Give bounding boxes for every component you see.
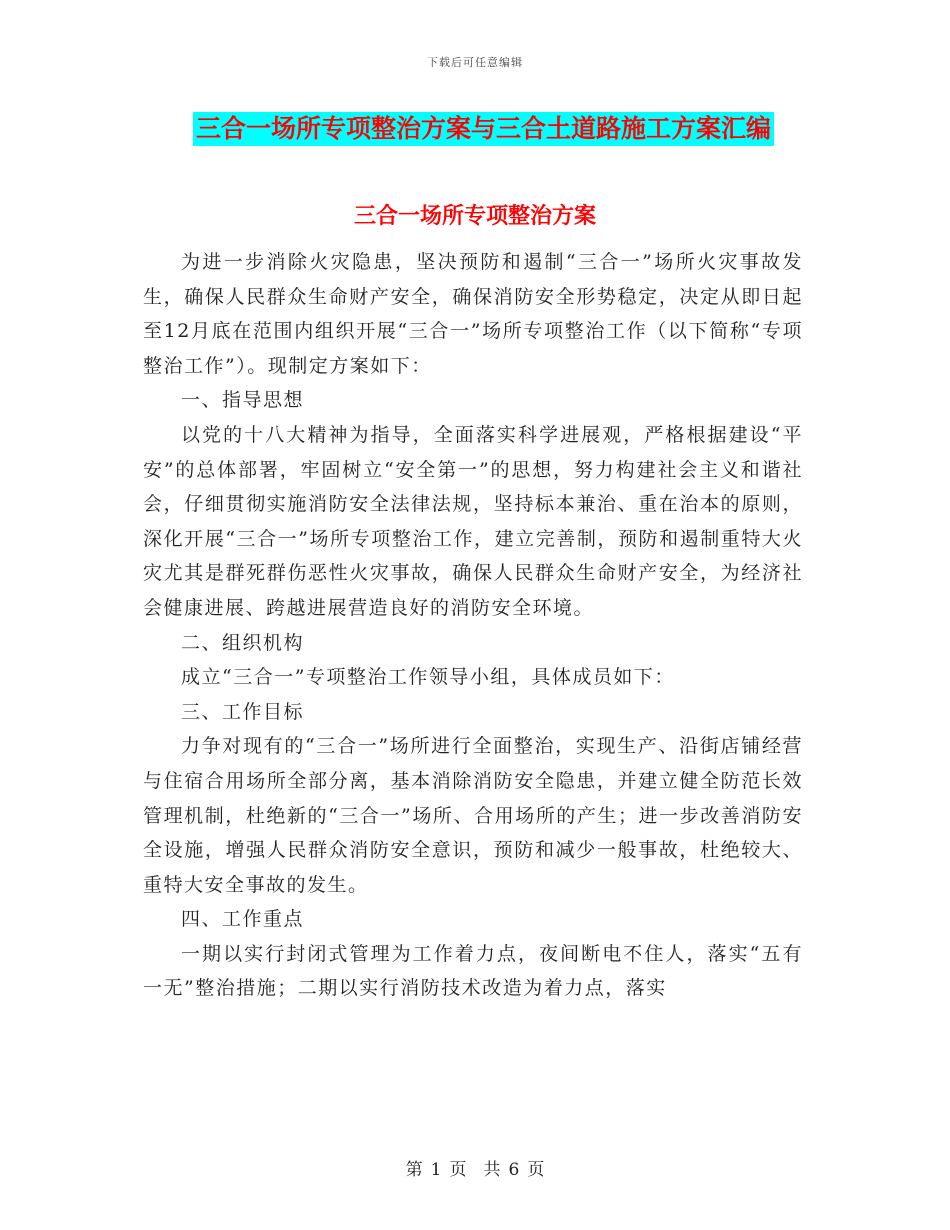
paragraph-work-goals: 力争对现有的“三合一”场所进行全面整治，实现生产、沿街店铺经营与住宿合用场所全部分离，基本消除消防安全隐患，并建立健全防范长效管理机制，杜绝新的“三合一”场所、合用场所的产生；进一步改善消防安全设施，增强人民群众消防安全意识，预防和减少一般事故，杜绝较大、重特大安全事故的发生。 — [143, 735, 803, 896]
document-body — [143, 245, 803, 1006]
section-title: 三合一场所专项整治方案 — [353, 203, 596, 229]
paragraph-work-focus: 一期以实行封闭式管理为工作着力点，夜间断电不住人，落实“五有一无”整治措施；二期以实行消防技术改造为着力点，落实 — [143, 942, 803, 1000]
footer-current-page: 1 — [430, 1160, 442, 1180]
heading-organization: 二、组织机构 — [181, 631, 305, 654]
paragraph-guiding-ideology: 以党的十八大精神为指导，全面落实科学进展观，严格根据建设“平安”的总体部署，牢固树立“安全第一”的思想，努力构建社会主义和谐社会，仔细贯彻实施消防安全法律法规，坚持标本兼治、重在治本的原则，深化开展“三合一”场所专项整治工作，建立完善制，预防和遏制重特大火灾尤其是群死群伤恶性火灾事故，确保人民群众生命财产安全，为经济社会健康进展、跨越进展营造良好的消防安全环境。 — [143, 423, 803, 619]
footer-middle: 页 共 — [449, 1160, 501, 1180]
paragraph-intro: 为进一步消除火灾隐患，坚决预防和遏制“三合一”场所火灾事故发生，确保人民群众生命财产安全，确保消防安全形势稳定，决定从即日起至12月底在范围内组织开展“三合一”场所专项整治工作（以下简称“专项整治工作”）。现制定方案如下： — [143, 251, 803, 377]
footer-suffix: 页 — [527, 1160, 545, 1180]
document-title: 三合一场所专项整治方案与三合土道路施工方案汇编 — [193, 112, 774, 146]
page-footer — [0, 1155, 950, 1180]
heading-guiding-ideology: 一、指导思想 — [181, 389, 305, 412]
heading-work-goals: 三、工作目标 — [181, 700, 305, 723]
heading-work-focus: 四、工作重点 — [181, 908, 305, 931]
paragraph-organization: 成立“三合一”专项整治工作领导小组，具体成员如下： — [181, 666, 675, 689]
header-note: 下载后可任意编辑 — [427, 56, 523, 69]
footer-prefix: 第 — [405, 1160, 423, 1180]
footer-total-pages: 6 — [508, 1160, 520, 1180]
